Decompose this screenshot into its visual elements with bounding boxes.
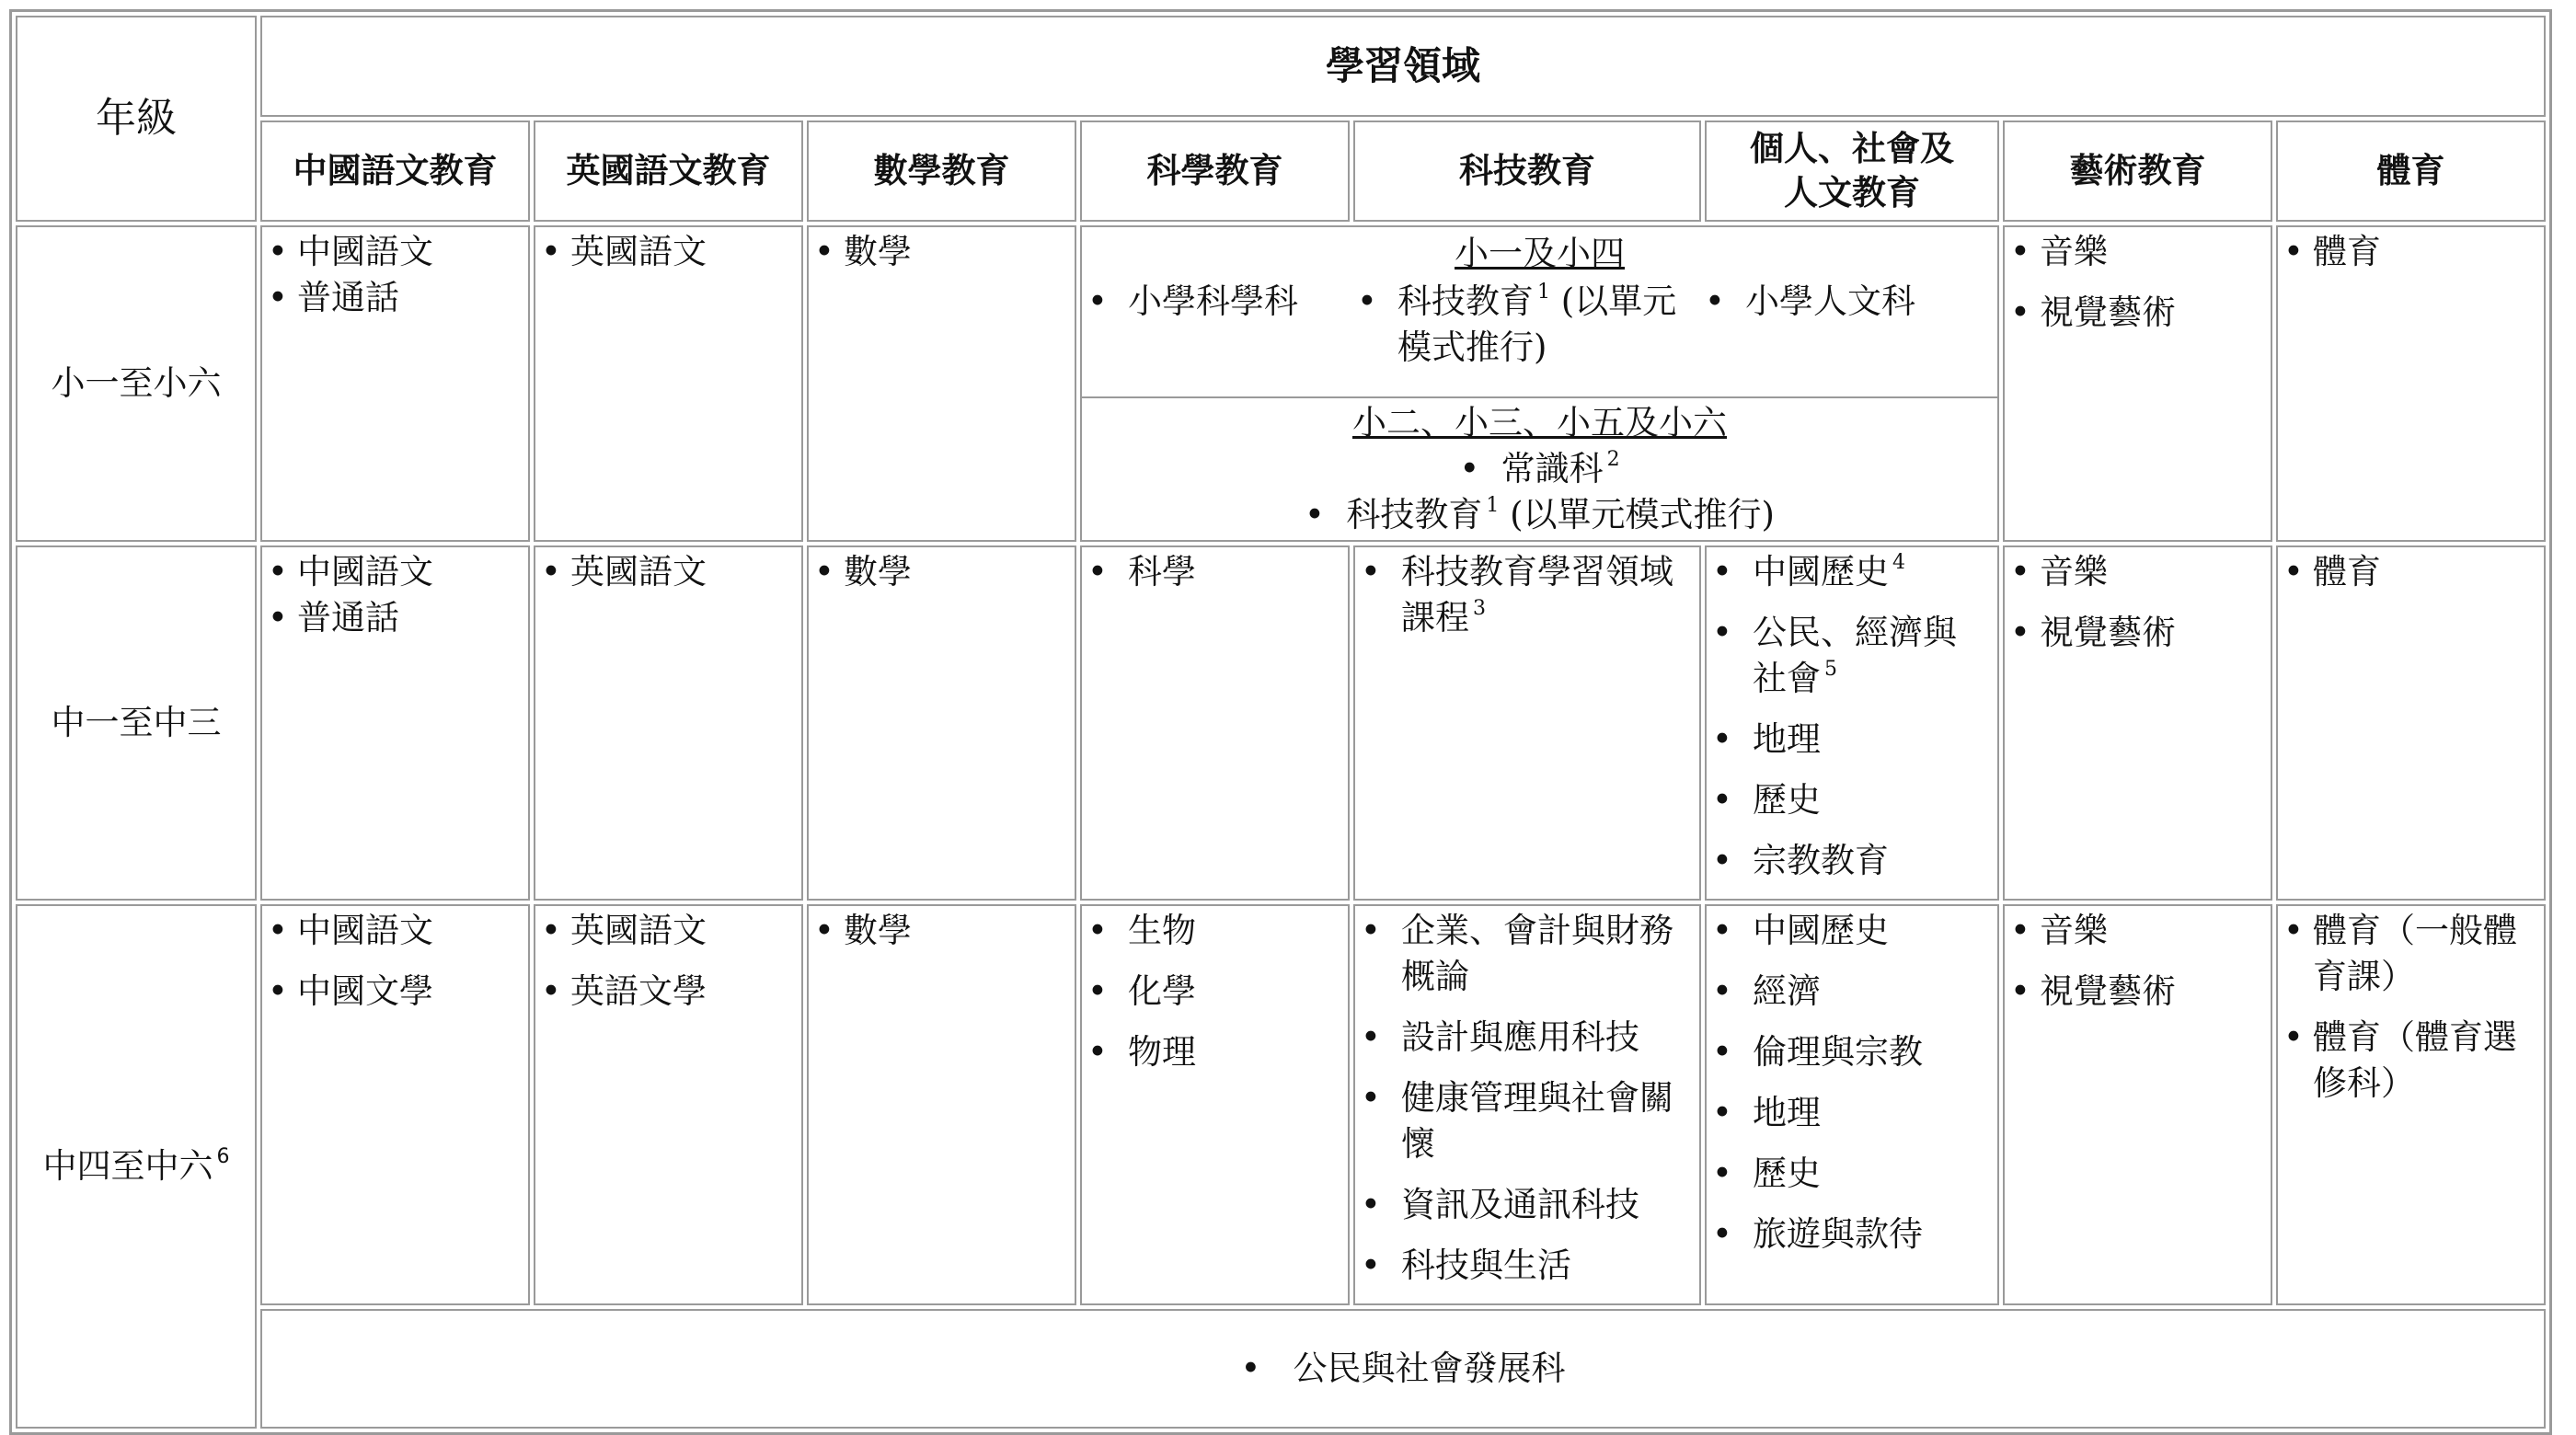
list-item: • 科學	[1087, 549, 1342, 595]
grade-senior-label: 中四至中六	[42, 1146, 213, 1186]
list-item: • 體育（一般體育課）	[2283, 908, 2538, 1000]
primary-chinese-cell	[260, 225, 530, 542]
list-item: • 中國語文	[268, 549, 523, 595]
list-item: • 物理	[1087, 1029, 1342, 1075]
list-item: • 企業、會計與財務概論	[1361, 908, 1694, 1000]
list-item: • 經濟	[1712, 969, 1992, 1015]
junior-tech-label: 科技教育學習領域	[1401, 552, 1673, 591]
list-item: • 英國語文	[541, 908, 796, 954]
senior-english-cell	[534, 904, 803, 1305]
senior-math-cell	[807, 904, 1076, 1305]
list-item: • 科技與生活	[1361, 1243, 1694, 1289]
primary-pe-cell	[2276, 225, 2546, 542]
list-item: • 英國語文	[541, 549, 796, 595]
list-item: • 體育	[2283, 229, 2538, 275]
list-item: • 中國語文	[268, 229, 523, 275]
senior-tech-cell	[1353, 904, 1701, 1305]
footnote-1: 1	[1486, 494, 1500, 517]
list-item: • 歷史	[1712, 777, 1992, 823]
list-item: • 普通話	[268, 595, 523, 641]
list-item: • 資訊及通訊科技	[1361, 1182, 1694, 1228]
phe-ces: 公民、經濟與	[1753, 613, 1957, 652]
list-item: • 視覺藝術	[2010, 290, 2265, 336]
junior-science-cell	[1080, 545, 1350, 901]
p14-subtable	[1082, 277, 1997, 371]
senior-science-cell	[1080, 904, 1350, 1305]
col-header-english: 英國語文教育	[534, 121, 803, 222]
senior-pe-cell	[2276, 904, 2546, 1305]
p14-tech-suffix: (以單元	[1560, 281, 1677, 321]
list-item: • 倫理與宗教	[1712, 1029, 1992, 1075]
grade-header: 年級	[16, 16, 257, 222]
col-header-phe-line2: 人文教育	[1784, 173, 1920, 212]
list-item: • 生物	[1087, 908, 1342, 954]
list-item	[1712, 610, 1992, 702]
footnote-5: 5	[1824, 658, 1837, 681]
list-item: • 音樂	[2010, 549, 2265, 595]
list-item: • 普通話	[268, 275, 523, 321]
list-item: • 化學	[1087, 969, 1342, 1015]
p14-tech-label: 科技教育	[1397, 281, 1534, 321]
primary-p2356-block	[1082, 400, 1997, 538]
list-item: • 旅遊與款待	[1712, 1211, 1992, 1257]
senior-chinese-cell	[260, 904, 530, 1305]
civic-subject: 公民與社會發展科	[1293, 1349, 1566, 1388]
footnote-6: 6	[216, 1145, 230, 1168]
list-item: • 體育（體育選修科）	[2283, 1015, 2538, 1107]
list-item: • 視覺藝術	[2010, 969, 2265, 1015]
list-item: • 中國語文	[268, 908, 523, 954]
col-header-science: 科學教育	[1080, 121, 1350, 222]
p14-tech-line2: 模式推行)	[1397, 327, 1547, 367]
p2356-general-studies: • 常識科 $^2$	[1459, 448, 1620, 488]
p14-title: 小一及小四	[1455, 234, 1625, 273]
list-item: • 視覺藝術	[2010, 610, 2265, 656]
grade-junior: 中一至中三	[16, 545, 257, 901]
grade-senior	[16, 904, 257, 1429]
grade-primary: 小一至小六	[16, 225, 257, 542]
primary-combined-cell	[1080, 225, 1999, 542]
junior-english-cell	[534, 545, 803, 901]
primary-math-cell	[807, 225, 1076, 542]
phe-chinese-history: 中國歷史	[1753, 552, 1889, 591]
col-header-phe-line1: 個人、社會及	[1750, 129, 1954, 168]
p2356-tech-label: 科技教育	[1346, 495, 1483, 534]
list-item: • 體育	[2283, 549, 2538, 595]
curriculum-table-wrapper	[9, 9, 2552, 1435]
list-item: • 音樂	[2010, 908, 2265, 954]
junior-phe-cell	[1705, 545, 1999, 901]
list-item: • 宗教教育	[1712, 838, 1992, 884]
primary-english-cell	[534, 225, 803, 542]
p14-tech-cell	[1351, 277, 1699, 371]
list-item: • 小學人文科	[1705, 279, 1992, 325]
junior-tech-cell	[1353, 545, 1701, 901]
list-item: • 地理	[1712, 717, 1992, 763]
list-item: • 地理	[1712, 1090, 1992, 1136]
junior-math-cell	[807, 545, 1076, 901]
col-header-pe: 體育	[2276, 121, 2546, 222]
p2356-title: 小二、小三、小五及小六	[1352, 403, 1727, 442]
list-item: • 數學	[814, 549, 1069, 595]
footnote-2: 2	[1606, 448, 1620, 471]
list-item: • 中國歷史	[1712, 908, 1992, 954]
list-item: • 健康管理與社會關懷	[1361, 1075, 1694, 1167]
footnote-1: 1	[1537, 281, 1550, 304]
junior-arts-cell	[2003, 545, 2272, 901]
junior-pe-cell	[2276, 545, 2546, 901]
p2356-tech-suffix: (以單元模式推行)	[1510, 495, 1775, 534]
p14-science-cell	[1082, 277, 1351, 371]
list-item: • 設計與應用科技	[1361, 1015, 1694, 1061]
footnote-4: 4	[1892, 551, 1905, 574]
col-header-phe	[1705, 121, 1999, 222]
junior-chinese-cell	[260, 545, 530, 901]
senior-phe-cell	[1705, 904, 1999, 1305]
learning-areas-header: 學習領域	[260, 16, 2546, 117]
curriculum-table	[9, 9, 2552, 1435]
p2356-tech: • 科技教育 $^1$ (以單元模式推行)	[1305, 494, 1775, 534]
gs-label: 常識科	[1501, 449, 1604, 488]
footnote-3: 3	[1473, 597, 1486, 620]
primary-p14-block	[1082, 231, 1997, 398]
list-item: • 數學	[814, 908, 1069, 954]
senior-civic-cell: • 公民與社會發展科	[260, 1309, 2546, 1429]
list-item	[1361, 549, 1694, 641]
list-item: • 音樂	[2010, 229, 2265, 275]
primary-arts-cell	[2003, 225, 2272, 542]
phe-ces-line2: 社會	[1753, 659, 1821, 698]
col-header-arts: 藝術教育	[2003, 121, 2272, 222]
list-item: • 英語文學	[541, 969, 796, 1015]
col-header-technology: 科技教育	[1353, 121, 1701, 222]
list-item: • 歷史	[1712, 1151, 1992, 1197]
junior-tech-line2: 課程	[1401, 598, 1469, 637]
col-header-math: 數學教育	[807, 121, 1076, 222]
p14-humanities-cell	[1699, 277, 1997, 371]
list-item: • 中國文學	[268, 969, 523, 1015]
senior-arts-cell	[2003, 904, 2272, 1305]
list-item: • 英國語文	[541, 229, 796, 275]
list-item	[1712, 549, 1992, 595]
list-item	[1357, 279, 1694, 371]
col-header-chinese: 中國語文教育	[260, 121, 530, 222]
list-item: • 小學科學科	[1087, 279, 1346, 325]
list-item: • 數學	[814, 229, 1069, 275]
